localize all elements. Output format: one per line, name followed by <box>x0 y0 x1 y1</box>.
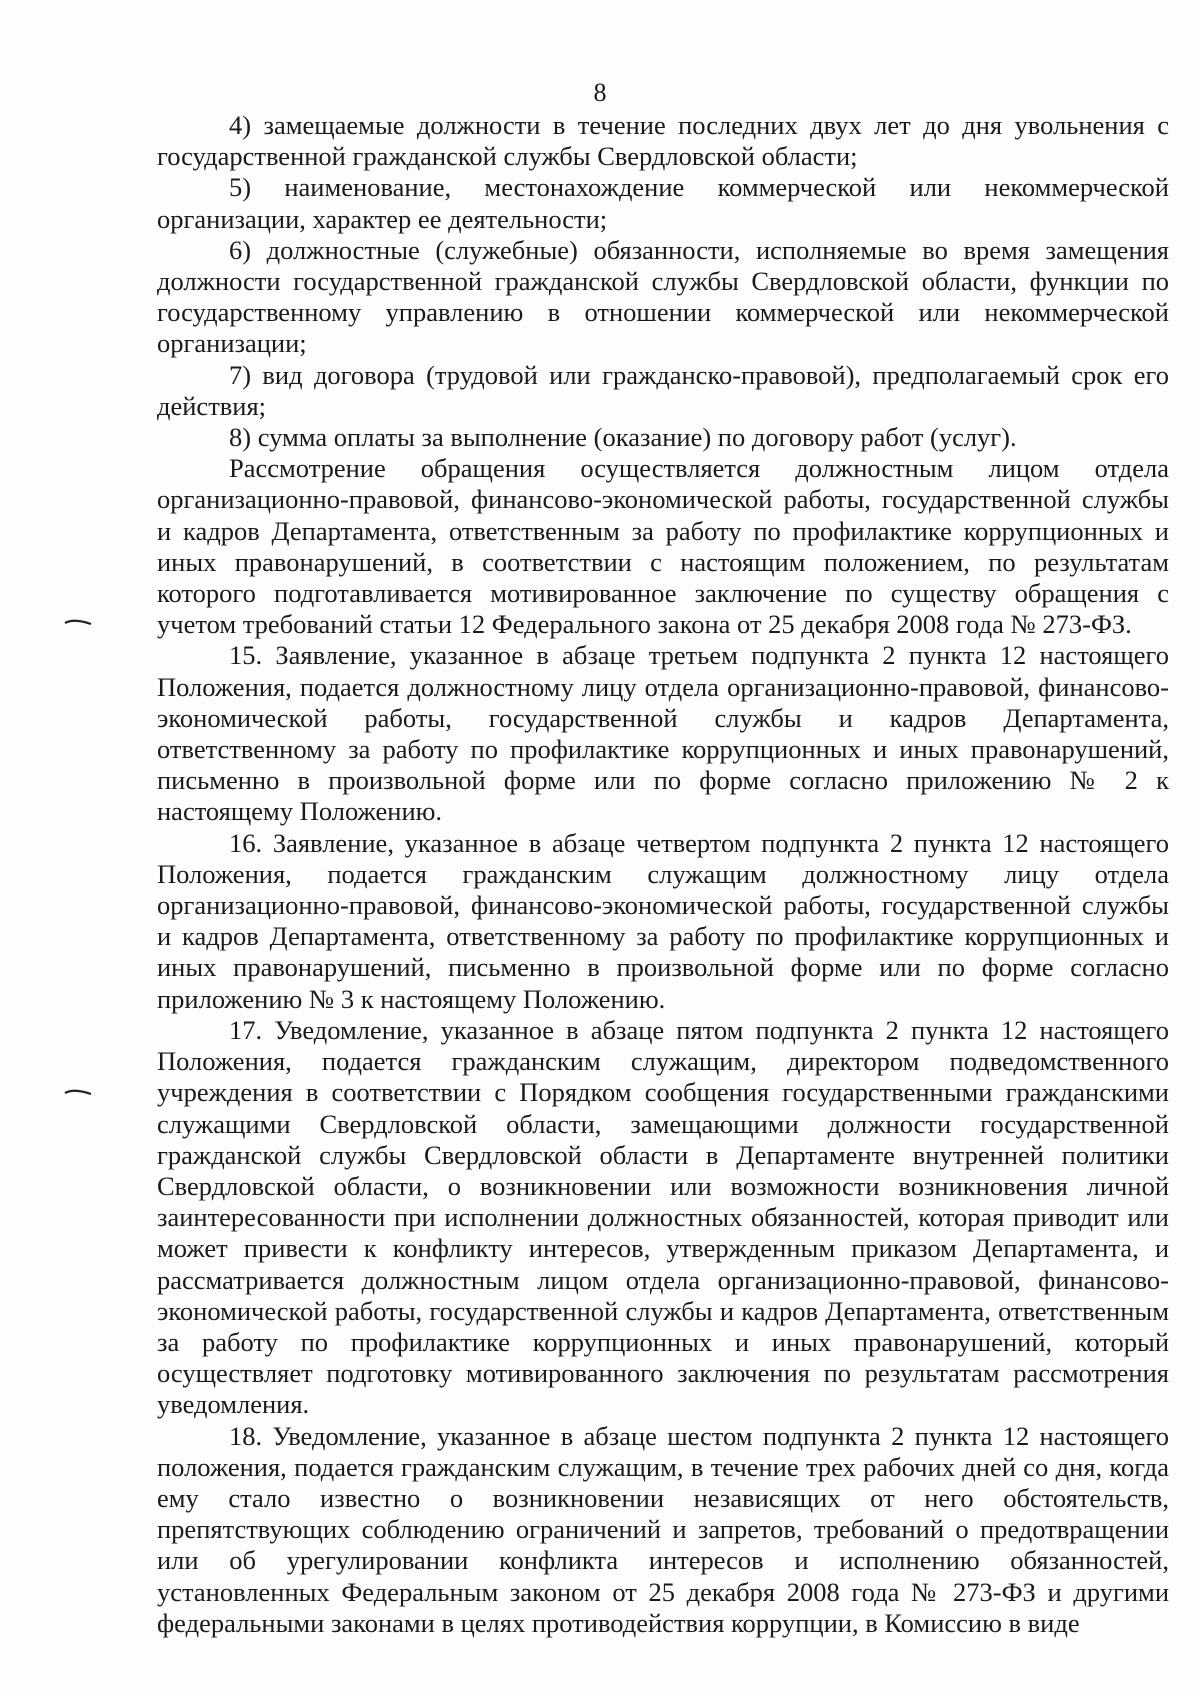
paragraph-18: 18. Уведомление, указанное в абзаце шестом подпункта 2 пункта 12 настоящего положения, подается гражданским служащим, в течение трех рабочих дней со дня, когда ему стало известно о возникновении независящих от него обстоятельств, препятствующих соблюдению ограничений и запретов, требований о предотвращении или об урегулировании конфликта интересов и исполнению обязанностей, установленных Федеральным законом от 25 декабря 2008 года № 273-ФЗ и другими федеральными законами в целях противодействия коррупции, в Комиссию в виде <box>157 1420 1169 1638</box>
paragraph-item-5: 5) наименование, местонахождение коммерческой или некоммерческой организации, характер ее деятельности; <box>157 172 1169 234</box>
paragraph-item-8: 8) сумма оплаты за выполнение (оказание) по договору работ (услуг). <box>229 422 1017 453</box>
paragraph-16: 16. Заявление, указанное в абзаце четвертом подпункта 2 пункта 12 настоящего Положения, подается гражданским служащим должностному лицу отдела организационно-правовой, финансово-экономической работы, государственной службы и кадров Департамента, ответственному за работу по профилактике коррупционных и иных правонарушений, письменно в произвольной форме или по форме согласно приложению № 3 к настоящему Положению. <box>157 827 1169 1014</box>
paragraph-item-6: 6) должностные (служебные) обязанности, исполняемые во время замещения должности государственной гражданской службы Свердловской области, функции по государственному управлению в отношении коммерческой или некоммерческой организации; <box>157 234 1169 359</box>
margin-scan-mark <box>64 618 92 623</box>
paragraph-17: 17. Уведомление, указанное в абзаце пятом подпункта 2 пункта 12 настоящего Положения, подается гражданским служащим, директором подведомственного учреждения в соответствии с Порядком сообщения государственными гражданскими служащими Свердловской области, замещающими должности государственной гражданской службы Свердловской области в Департаменте внутренней политики Свердловской области, о возникновении или возможности возникновения личной заинтересованности при исполнении должностных обязанностей, которая приводит или может привести к конфликту интересов, утвержденным приказом Департамента, и рассматривается должностным лицом отдела организационно-правовой, финансово-экономической работы, государственной службы и кадров Департамента, ответственным за работу по профилактике коррупционных и иных правонарушений, который осуществляет подготовку мотивированного заключения по результатам рассмотрения уведомления. <box>157 1014 1169 1420</box>
paragraph-review: Рассмотрение обращения осуществляется должностным лицом отдела организационно-правовой, финансово-экономической работы, государственной службы и кадров Департамента, ответственным за работу по профилактике коррупционных и иных правонарушений, в соответствии с настоящим положением, по результатам которого подготавливается мотивированное заключение по существу обращения с учетом требований статьи 12 Федерального закона от 25 декабря 2008 года № 273-ФЗ. <box>157 453 1169 640</box>
page-number: 8 <box>593 78 607 107</box>
margin-scan-mark <box>64 1088 92 1093</box>
paragraph-15: 15. Заявление, указанное в абзаце третьем подпункта 2 пункта 12 настоящего Положения, подается должностному лицу отдела организационно-правовой, финансово-экономической работы, государственной службы и кадров Департамента, ответственному за работу по профилактике коррупционных и иных правонарушений, письменно в произвольной форме или по форме согласно приложению № 2 к настоящему Положению. <box>157 640 1169 827</box>
paragraph-item-4: 4) замещаемые должности в течение последних двух лет до дня увольнения с государственной гражданской службы Свердловской области; <box>157 110 1169 172</box>
paragraph-item-7: 7) вид договора (трудовой или гражданско-правовой), предполагаемый срок его действия; <box>157 359 1169 421</box>
document-body <box>157 110 1169 1639</box>
